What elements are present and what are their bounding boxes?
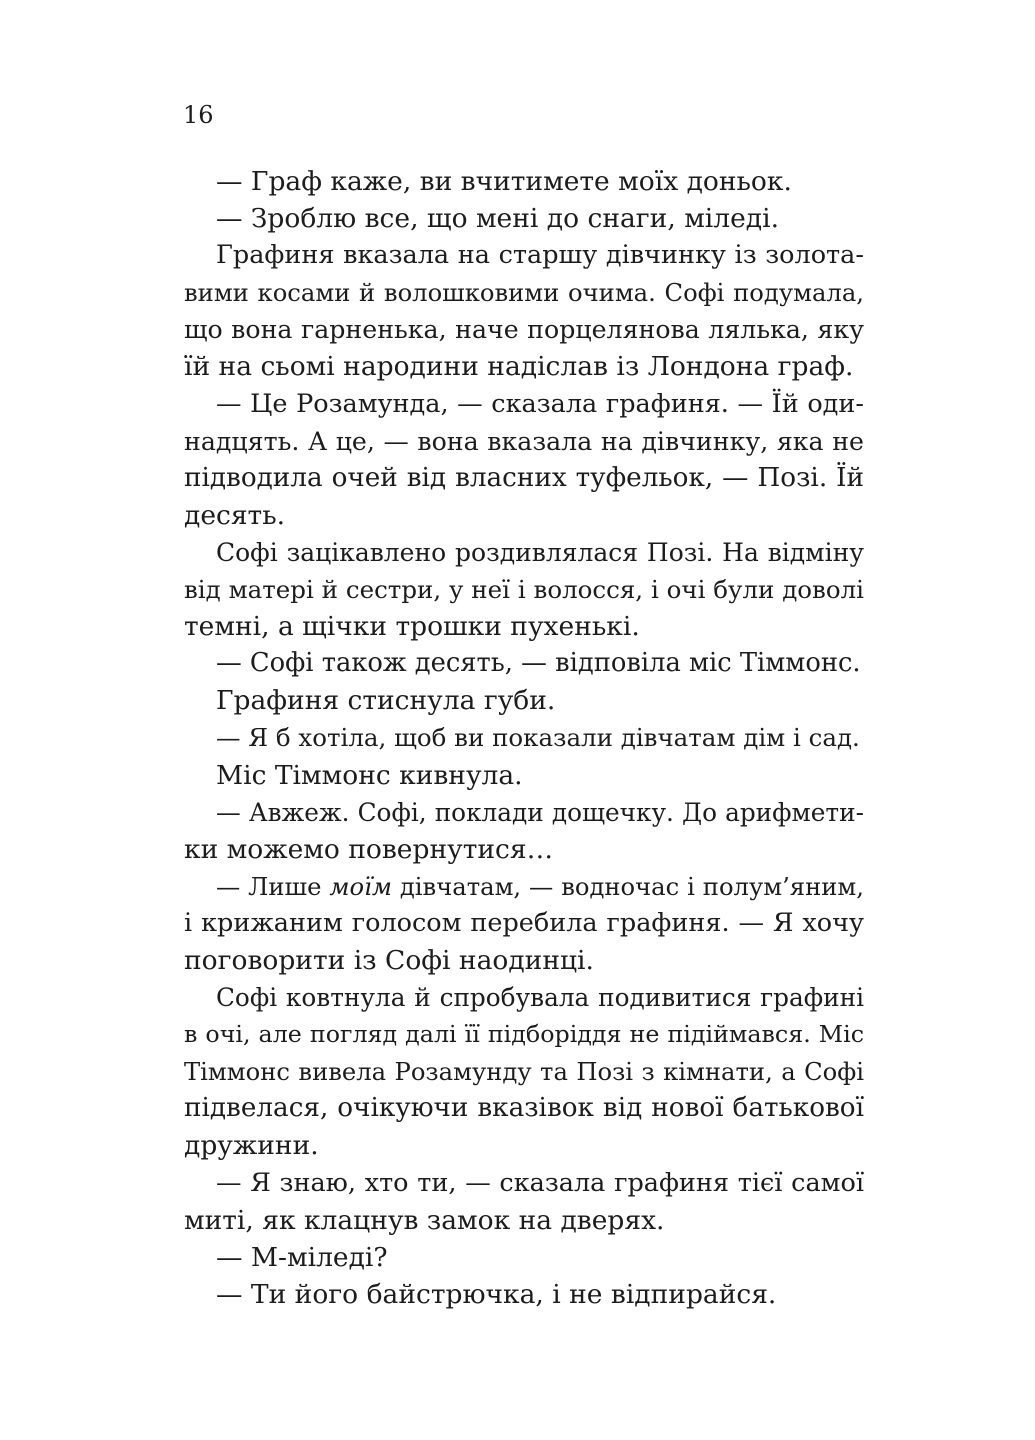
- text-line: ки можемо повернутися…: [184, 833, 554, 865]
- text-line: надцять. А це, — вона вказала на дівчинку, яка не: [184, 426, 864, 456]
- text-line: Софі зацікавлено роздивлялася Позі. На відміну: [216, 537, 864, 567]
- text-line: вими косами й волошковими очима. Софі подумала,: [184, 278, 864, 308]
- text-line: Міс Тіммонс кивнула.: [216, 759, 523, 791]
- text-line: Софі ковтнула й спробувала подивитися графині: [216, 983, 864, 1013]
- text-line: темні, а щічки трошки пухенькі.: [184, 611, 640, 643]
- text-line: миті, як клацнув замок на дверях.: [184, 1204, 665, 1236]
- text-line: і крижаним голосом перебила графиня. — Я хочу: [184, 907, 864, 938]
- text-line: — М-міледі?: [216, 1241, 388, 1273]
- text-line: Графиня вказала на старшу дівчинку із золота-: [216, 240, 864, 271]
- text-line: дружини.: [184, 1130, 319, 1162]
- text-line: — Авжеж. Софі, поклади дощечку. До арифмети-: [216, 797, 864, 827]
- body-text: [184, 163, 864, 1313]
- text-line: — Я б хотіла, щоб ви показали дівчатам дім і сад.: [216, 723, 860, 753]
- text-line: — Граф каже, ви вчитимете моїх доньок.: [216, 166, 792, 197]
- text-line: десять.: [184, 499, 286, 531]
- text-line: [184, 868, 864, 905]
- emphasis-word: моїм: [329, 871, 392, 901]
- text-line: поговорити із Софі наодинці.: [184, 944, 594, 976]
- text-line: — Софі також десять, — відповіла міс Тіммонс.: [216, 648, 861, 679]
- text-run: — Лише: [216, 871, 330, 901]
- text-line: Графиня стиснула губи.: [216, 685, 556, 717]
- text-line: — Зроблю все, що мені до снаги, міледі.: [216, 203, 780, 235]
- text-line: що вона гарненька, наче порцелянова лялька, яку: [184, 315, 864, 345]
- text-line: підводила очей від власних туфельок, — Позі. Їй: [184, 462, 864, 493]
- text-line: — Ти його байстрючка, і не відпирайся.: [216, 1278, 777, 1310]
- text-line: від матері й сестри, у неї і волосся, і очі були доволі: [184, 575, 864, 605]
- text-line: — Це Розамунда, — сказала графиня. — Їй оди-: [216, 388, 864, 419]
- text-line: підвелася, очікуючи вказівок від нової батькової: [184, 1093, 864, 1124]
- text-line: в очі, але погляд далі її підборіддя не підіймався. Міс: [184, 1020, 864, 1049]
- text-line: — Я знаю, хто ти, — сказала графиня тієї самої: [216, 1167, 864, 1198]
- text-line: Тіммонс вивела Розамунду та Позі з кімнати, а Софі: [184, 1057, 864, 1087]
- page-number: 16: [183, 101, 214, 129]
- text-run: дівчатам, — водночас і полум’яним,: [391, 871, 864, 901]
- text-line: їй на сьомі народини надіслав із Лондона граф.: [184, 351, 854, 383]
